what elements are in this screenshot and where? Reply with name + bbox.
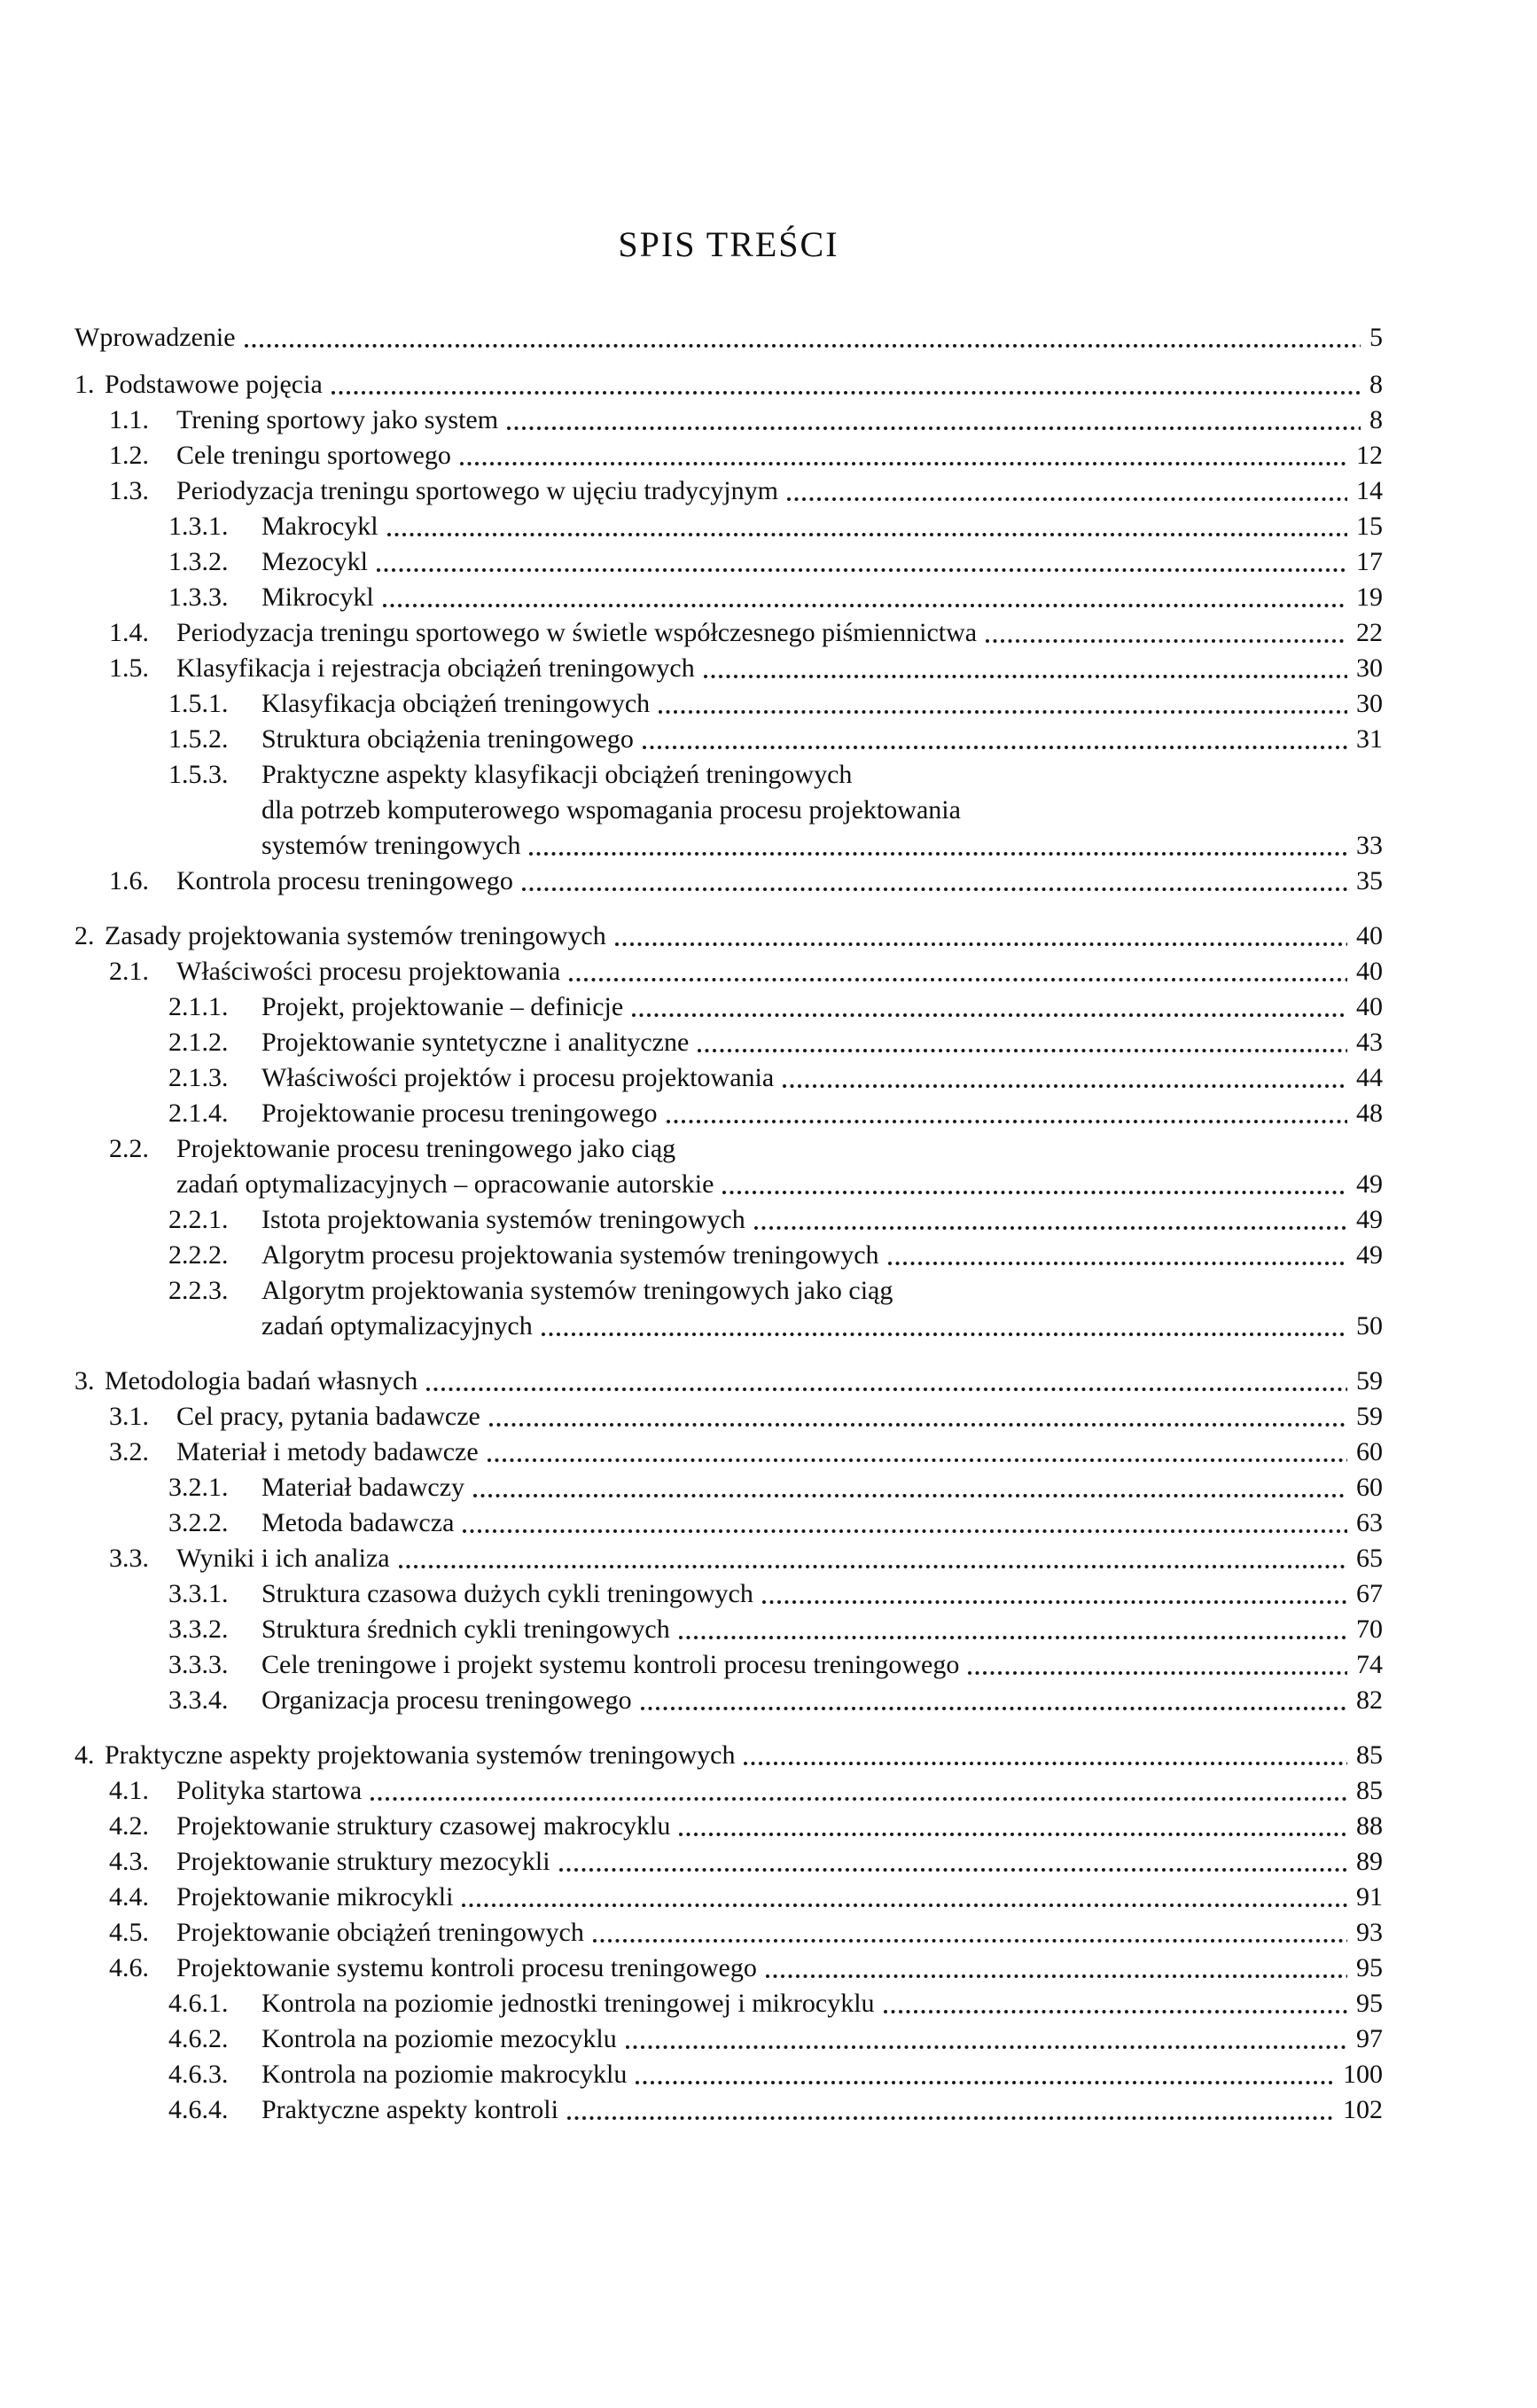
dot-leader	[696, 1025, 1347, 1060]
toc-entry-label: Istota projektowania systemów treningowych	[261, 1205, 745, 1234]
dot-leader	[567, 954, 1347, 989]
toc-entry-number: 1.3.	[109, 476, 149, 505]
toc-entry-label: systemów treningowych	[261, 831, 521, 860]
toc-entry-label: Projektowanie syntetyczne i analityczne	[261, 1028, 690, 1057]
dot-leader	[243, 320, 1361, 356]
toc-entry-page: 70	[1356, 1614, 1383, 1644]
toc-entry-number: 3.3.3.	[168, 1650, 229, 1679]
toc-entry	[0, 438, 1537, 473]
toc-entry	[0, 757, 1537, 793]
dot-leader	[472, 1470, 1347, 1505]
toc-entry-label: Podstawowe pojęcia	[105, 370, 323, 399]
toc-entry-number: 1.2.	[109, 441, 149, 470]
dot-leader	[984, 615, 1347, 651]
dot-leader	[742, 1738, 1347, 1773]
toc-entry-label: Projekt, projektowanie – definicje	[261, 992, 624, 1021]
toc-entry	[0, 580, 1537, 615]
toc-entry-label: Wprowadzenie	[74, 323, 236, 352]
toc-entry	[0, 1880, 1537, 1915]
toc-entry-page: 33	[1356, 831, 1383, 860]
toc-entry-label: Kontrola na poziomie mezocyklu	[261, 2024, 617, 2053]
toc-entry-label: Struktura obciążenia treningowego	[261, 724, 634, 754]
dot-leader	[458, 438, 1347, 473]
dot-leader	[781, 1060, 1347, 1096]
toc-entry-page: 14	[1356, 476, 1383, 505]
toc-entry	[0, 1541, 1537, 1576]
toc-entry-number: 3.3.	[109, 1544, 149, 1573]
toc-entry-label: Makrocykl	[261, 512, 378, 541]
dot-leader	[665, 1096, 1347, 1131]
toc-entry-label: zadań optymalizacyjnych – opracowanie autorskie	[176, 1169, 714, 1199]
toc-entry-label: Projektowanie struktury mezocykli	[176, 1847, 550, 1876]
toc-entry-page: 35	[1356, 866, 1383, 895]
dot-leader	[657, 686, 1347, 722]
toc-entry	[0, 1470, 1537, 1505]
toc-entry-number: 4.6.3.	[168, 2060, 229, 2089]
toc-entry-label: Projektowanie procesu treningowego jako ciąg	[176, 1134, 676, 1163]
dot-leader	[527, 828, 1347, 864]
toc-entry-label: Algorytm procesu projektowania systemów treningowych	[261, 1240, 879, 1270]
toc-entry-page: 49	[1356, 1205, 1383, 1234]
dot-leader	[369, 1773, 1347, 1809]
toc-entry-number: 3.1.	[109, 1402, 149, 1431]
toc-entry-page: 100	[1343, 2060, 1383, 2089]
toc-entry	[0, 1060, 1537, 1096]
toc-entry-page: 59	[1356, 1402, 1383, 1431]
toc-entry-number: 4.1.	[109, 1776, 149, 1805]
toc-entry-page: 60	[1356, 1437, 1383, 1466]
toc-entry	[0, 793, 1537, 828]
toc-entry	[0, 1167, 1537, 1202]
toc-entry-page: 89	[1356, 1847, 1383, 1876]
toc-entry-page: 8	[1369, 370, 1383, 399]
toc-entry-number: 1.3.2.	[168, 547, 229, 576]
toc-entry	[0, 1809, 1537, 1844]
toc-entry	[0, 544, 1537, 580]
toc-entry-label: Klasyfikacja obciążeń treningowych	[261, 689, 651, 718]
toc-entry	[0, 2092, 1537, 2128]
dot-leader	[488, 1399, 1347, 1435]
toc-entry	[0, 1738, 1537, 1773]
page-title: SPIS TREŚCI	[618, 224, 839, 264]
toc-entry-number: 4.5.	[109, 1918, 149, 1947]
toc-entry-number: 2.	[74, 921, 95, 950]
toc-entry-label: Organizacja procesu treningowego	[261, 1685, 632, 1715]
toc-entry-number: 4.4.	[109, 1882, 149, 1912]
toc-entry-page: 30	[1356, 689, 1383, 718]
dot-leader	[375, 544, 1347, 580]
toc-entry	[0, 1773, 1537, 1809]
toc-entry-number: 2.1.2.	[168, 1028, 229, 1057]
toc-entry-number: 2.1.1.	[168, 992, 229, 1021]
toc-entry-page: 12	[1356, 441, 1383, 470]
toc-entry	[0, 1399, 1537, 1435]
toc-entry-number: 4.3.	[109, 1847, 149, 1876]
toc-entry-page: 44	[1356, 1063, 1383, 1092]
toc-entry	[0, 919, 1537, 954]
dot-leader	[505, 403, 1361, 438]
toc-entry-label: Kontrola procesu treningowego	[176, 866, 513, 895]
toc-entry-page: 40	[1356, 921, 1383, 950]
toc-entry-number: 3.3.1.	[168, 1579, 229, 1608]
toc-entry-page: 67	[1356, 1579, 1383, 1608]
toc-entry-number: 3.3.2.	[168, 1614, 229, 1644]
toc-entry-number: 2.2.2.	[168, 1240, 229, 1270]
toc-entry-number: 4.6.4.	[168, 2095, 229, 2124]
toc-entry	[0, 320, 1537, 356]
toc-entry-number: 2.2.3.	[168, 1276, 229, 1305]
toc-entry-label: Projektowanie procesu treningowego	[261, 1098, 658, 1128]
toc-entry-page: 102	[1343, 2095, 1383, 2124]
toc-entry-label: Metodologia badań własnych	[105, 1366, 418, 1396]
toc-entry-page: 5	[1369, 323, 1383, 352]
toc-entry-label: Metoda badawcza	[261, 1508, 455, 1537]
toc-entry	[0, 615, 1537, 651]
toc-entry-number: 4.6.1.	[168, 1989, 229, 2018]
toc-entry	[0, 1025, 1537, 1060]
toc-entry-page: 63	[1356, 1508, 1383, 1537]
toc-entry	[0, 1683, 1537, 1718]
dot-leader	[381, 580, 1347, 615]
toc-entry	[0, 1505, 1537, 1541]
toc-entry-label: Właściwości procesu projektowania	[176, 957, 561, 986]
dot-leader	[486, 1435, 1347, 1470]
toc-entry-number: 2.1.3.	[168, 1063, 229, 1092]
toc-entry-label: dla potrzeb komputerowego wspomagania procesu projektowania	[261, 795, 961, 825]
toc-entry-label: Struktura średnich cykli treningowych	[261, 1614, 670, 1644]
toc-entry	[0, 1096, 1537, 1131]
toc-entry-page: 88	[1356, 1811, 1383, 1841]
toc-entry	[0, 651, 1537, 686]
toc-entry-page: 60	[1356, 1473, 1383, 1502]
dot-leader	[882, 1986, 1347, 2021]
toc-entry-number: 1.	[74, 370, 95, 399]
toc-entry-page: 17	[1356, 547, 1383, 576]
toc-entry-page: 59	[1356, 1366, 1383, 1396]
toc-entry-page: 22	[1356, 618, 1383, 647]
dot-leader	[721, 1167, 1347, 1202]
toc-entry-number: 4.6.2.	[168, 2024, 229, 2053]
toc-entry	[0, 1131, 1537, 1167]
toc-entry	[0, 473, 1537, 509]
toc-entry-number: 4.6.	[109, 1953, 149, 1982]
dot-leader	[520, 864, 1347, 899]
toc-entry	[0, 367, 1537, 403]
toc-entry-page: 49	[1356, 1169, 1383, 1199]
toc-entry-label: Periodyzacja treningu sportowego w świetle współczesnego piśmiennictwa	[176, 618, 978, 647]
dot-leader	[386, 509, 1347, 544]
toc-entry-page: 82	[1356, 1685, 1383, 1715]
toc-entry-number: 4.2.	[109, 1811, 149, 1841]
toc-entry-page: 85	[1356, 1776, 1383, 1805]
dot-leader	[702, 651, 1347, 686]
toc-entry-label: Projektowanie struktury czasowej makrocyklu	[176, 1811, 671, 1841]
toc-entry-page: 95	[1356, 1953, 1383, 1982]
toc-entry-page: 85	[1356, 1740, 1383, 1770]
toc-list	[0, 320, 1537, 2128]
toc-entry-number: 2.2.	[109, 1134, 149, 1163]
toc-entry-number: 2.1.	[109, 957, 149, 986]
toc-entry	[0, 1612, 1537, 1647]
toc-entry-number: 3.2.	[109, 1437, 149, 1466]
toc-entry-number: 1.5.1.	[168, 689, 229, 718]
toc-entry	[0, 1986, 1537, 2021]
dot-leader	[558, 1844, 1347, 1880]
dot-leader	[764, 1951, 1347, 1986]
toc-entry-number: 4.	[74, 1740, 95, 1770]
toc-entry-label: Mezocykl	[261, 547, 368, 576]
toc-entry-label: Kontrola na poziomie makrocyklu	[261, 2060, 628, 2089]
toc-entry-page: 40	[1356, 992, 1383, 1021]
toc-entry-number: 1.1.	[109, 405, 149, 434]
toc-entry	[0, 1202, 1537, 1238]
toc-entry-number: 3.	[74, 1366, 95, 1396]
toc-entry-label: zadań optymalizacyjnych	[261, 1311, 533, 1341]
toc-entry	[0, 1238, 1537, 1273]
toc-entry-page: 43	[1356, 1028, 1383, 1057]
toc-entry	[0, 1844, 1537, 1880]
dot-leader	[460, 1880, 1347, 1915]
dot-leader	[886, 1238, 1347, 1273]
dot-leader	[677, 1809, 1347, 1844]
toc-entry	[0, 1576, 1537, 1612]
toc-entry-label: Cel pracy, pytania badawcze	[176, 1402, 480, 1431]
toc-entry-number: 1.5.	[109, 653, 149, 683]
toc-entry-number: 1.6.	[109, 866, 149, 895]
toc-entry	[0, 1273, 1537, 1309]
toc-entry-number: 1.3.3.	[168, 582, 229, 612]
toc-entry-label: Materiał badawczy	[261, 1473, 465, 1502]
dot-leader	[639, 1683, 1347, 1718]
toc-entry-number: 3.2.1.	[168, 1473, 229, 1502]
toc-entry-number: 2.2.1.	[168, 1205, 229, 1234]
toc-entry	[0, 1364, 1537, 1399]
toc-entry-page: 15	[1356, 512, 1383, 541]
toc-entry-page: 8	[1369, 405, 1383, 434]
toc-entry-page: 97	[1356, 2024, 1383, 2053]
toc-entry-label: Polityka startowa	[176, 1776, 363, 1805]
dot-leader	[677, 1612, 1347, 1647]
toc-entry	[0, 864, 1537, 899]
dot-leader	[566, 2092, 1334, 2128]
toc-entry-label: Periodyzacja treningu sportowego w ujęciu tradycyjnym	[176, 476, 778, 505]
dot-leader	[761, 1576, 1347, 1612]
toc-entry-page: 40	[1356, 957, 1383, 986]
toc-entry-label: Projektowanie mikrocykli	[176, 1882, 454, 1912]
toc-entry	[0, 1647, 1537, 1683]
toc-entry-label: Wyniki i ich analiza	[176, 1544, 390, 1573]
toc-entry	[0, 1915, 1537, 1951]
toc-entry-page: 91	[1356, 1882, 1383, 1912]
toc-entry	[0, 989, 1537, 1025]
dot-leader	[624, 2021, 1347, 2057]
toc-entry-label: Projektowanie obciążeń treningowych	[176, 1918, 584, 1947]
toc-entry-page: 74	[1356, 1650, 1383, 1679]
dot-leader	[613, 919, 1347, 954]
dot-leader	[966, 1647, 1347, 1683]
toc-entry-label: Cele treningowe i projekt systemu kontroli procesu treningowego	[261, 1650, 960, 1679]
dot-leader	[397, 1541, 1347, 1576]
dot-leader	[641, 722, 1347, 757]
dot-leader	[425, 1364, 1347, 1399]
toc-entry-label: Materiał i metody badawcze	[176, 1437, 479, 1466]
toc-entry	[0, 954, 1537, 989]
toc-entry	[0, 1435, 1537, 1470]
toc-entry	[0, 2021, 1537, 2057]
dot-leader	[634, 2057, 1334, 2092]
toc-entry-page: 48	[1356, 1098, 1383, 1128]
toc-entry-number: 1.3.1.	[168, 512, 229, 541]
toc-entry-label: Zasady projektowania systemów treningowych	[105, 921, 606, 950]
toc-entry-page: 95	[1356, 1989, 1383, 2018]
dot-leader	[330, 367, 1361, 403]
toc-entry-label: Struktura czasowa dużych cykli treningowych	[261, 1579, 753, 1608]
toc-entry	[0, 1309, 1537, 1344]
toc-entry-page: 65	[1356, 1544, 1383, 1573]
toc-entry-page: 30	[1356, 653, 1383, 683]
toc-entry-label: Kontrola na poziomie jednostki treningowej i mikrocyklu	[261, 1989, 875, 2018]
toc-entry	[0, 722, 1537, 757]
toc-entry-label: Trening sportowy jako system	[176, 405, 499, 434]
dot-leader	[785, 473, 1347, 509]
toc-entry-number: 1.4.	[109, 618, 149, 647]
toc-entry-number: 1.5.2.	[168, 724, 229, 754]
dot-leader	[540, 1309, 1347, 1344]
toc-entry	[0, 509, 1537, 544]
toc-entry	[0, 1951, 1537, 1986]
toc-entry-page: 50	[1356, 1311, 1383, 1341]
toc-entry	[0, 403, 1537, 438]
dot-leader	[461, 1505, 1347, 1541]
toc-entry-label: Mikrocykl	[261, 582, 374, 612]
toc-entry-number: 3.2.2.	[168, 1508, 229, 1537]
toc-entry	[0, 686, 1537, 722]
dot-leader	[591, 1915, 1347, 1951]
toc-entry	[0, 2057, 1537, 2092]
toc-entry-page: 19	[1356, 582, 1383, 612]
toc-entry-label: Klasyfikacja i rejestracja obciążeń treningowych	[176, 653, 695, 683]
toc-entry-label: Praktyczne aspekty kontroli	[261, 2095, 558, 2124]
toc-entry-label: Cele treningu sportowego	[176, 441, 451, 470]
toc-entry-number: 1.5.3.	[168, 760, 229, 789]
toc-entry-label: Algorytm projektowania systemów treningowych jako ciąg	[261, 1276, 893, 1305]
toc-entry	[0, 828, 1537, 864]
toc-entry-label: Właściwości projektów i procesu projektowania	[261, 1063, 775, 1092]
toc-entry-number: 3.3.4.	[168, 1685, 229, 1715]
toc-entry-label: Projektowanie systemu kontroli procesu treningowego	[176, 1953, 757, 1982]
dot-leader	[753, 1202, 1347, 1238]
dot-leader	[630, 989, 1347, 1025]
toc-entry-label: Praktyczne aspekty klasyfikacji obciążeń treningowych	[261, 760, 853, 789]
toc-entry-page: 31	[1356, 724, 1383, 754]
toc-entry-page: 49	[1356, 1240, 1383, 1270]
toc-entry-number: 2.1.4.	[168, 1098, 229, 1128]
toc-entry-label: Praktyczne aspekty projektowania systemów treningowych	[105, 1740, 736, 1770]
toc-entry-page: 93	[1356, 1918, 1383, 1947]
